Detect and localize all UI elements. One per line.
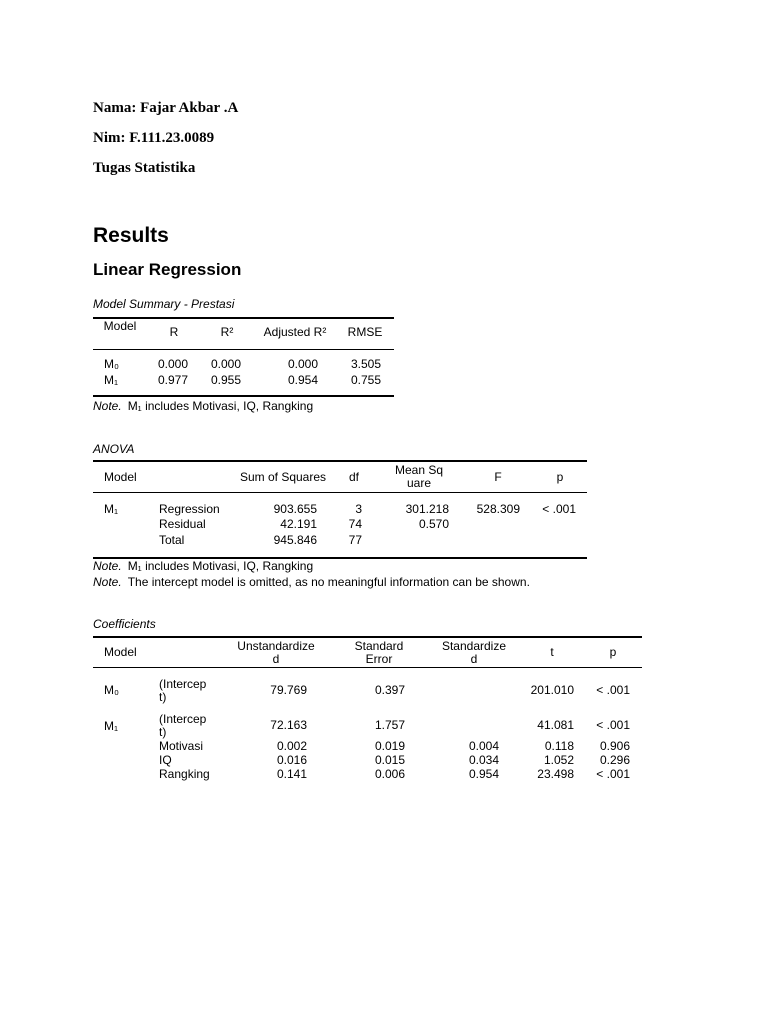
row-sum-of-squares: 42.191 bbox=[280, 517, 317, 531]
col-header-adjusted-r2: Adjusted R² bbox=[263, 325, 327, 339]
row-df: 74 bbox=[348, 517, 362, 531]
student-nim: Nim: F.111.23.0089 bbox=[93, 130, 215, 146]
row-df: 77 bbox=[348, 533, 362, 547]
col-header-df: df bbox=[348, 470, 359, 484]
row-sum-of-squares: 945.846 bbox=[273, 533, 317, 547]
row-r: 0.977 bbox=[157, 373, 188, 387]
row-mean-square: 301.218 bbox=[405, 502, 449, 516]
col-header-model: Model bbox=[103, 319, 137, 333]
row-p: < .001 bbox=[596, 767, 630, 781]
row-r: 0.000 bbox=[157, 357, 188, 371]
row-term: Total bbox=[159, 533, 185, 547]
row-term: Residual bbox=[159, 517, 206, 531]
table-top-rule bbox=[93, 317, 394, 319]
row-term: (Intercept) bbox=[159, 677, 207, 704]
col-header-f: F bbox=[494, 470, 502, 484]
note-label: Note. bbox=[93, 559, 122, 573]
row-term: Rangking bbox=[159, 767, 210, 781]
results-heading: Results bbox=[93, 224, 169, 247]
row-unstandardized: 0.002 bbox=[276, 739, 307, 753]
row-standardized: 0.034 bbox=[468, 753, 499, 767]
row-unstandardized: 79.769 bbox=[270, 683, 307, 697]
section-heading: Linear Regression bbox=[93, 260, 242, 279]
col-header-model: Model bbox=[104, 645, 137, 659]
row-rmse: 3.505 bbox=[350, 357, 381, 371]
anova-note-2 bbox=[93, 575, 530, 589]
header-rule bbox=[93, 492, 587, 493]
row-p: < .001 bbox=[596, 718, 630, 732]
table-top-rule bbox=[93, 460, 587, 462]
col-header-standardized: Standardized bbox=[441, 639, 507, 666]
row-f: 528.309 bbox=[476, 502, 520, 516]
row-t: 201.010 bbox=[530, 683, 574, 697]
header-rule bbox=[93, 667, 642, 668]
row-standard-error: 0.397 bbox=[374, 683, 405, 697]
row-model: M₀ bbox=[104, 357, 119, 371]
row-unstandardized: 0.016 bbox=[276, 753, 307, 767]
row-unstandardized: 72.163 bbox=[270, 718, 307, 732]
col-header-r: R bbox=[169, 325, 179, 339]
anova-model: M₁ bbox=[104, 502, 119, 516]
col-header-sum-of-squares: Sum of Squares bbox=[239, 470, 327, 484]
col-header-t: t bbox=[550, 645, 554, 659]
note-label: Note. bbox=[93, 399, 122, 413]
row-term: Regression bbox=[159, 502, 220, 516]
model-summary-caption: Model Summary - Prestasi bbox=[93, 297, 235, 311]
col-header-mean-square: Mean Square bbox=[394, 463, 444, 490]
row-t: 41.081 bbox=[537, 718, 574, 732]
row-t: 0.118 bbox=[544, 739, 574, 753]
row-standard-error: 0.015 bbox=[374, 753, 405, 767]
table-bottom-rule bbox=[93, 395, 394, 397]
row-adjusted-r2: 0.954 bbox=[287, 373, 318, 387]
coefficients-caption: Coefficients bbox=[93, 617, 156, 631]
row-model: M₀ bbox=[104, 683, 119, 697]
assignment-title: Tugas Statistika bbox=[93, 160, 196, 176]
row-model: M₁ bbox=[104, 373, 119, 387]
row-r2: 0.000 bbox=[210, 357, 241, 371]
row-p: < .001 bbox=[542, 502, 576, 516]
row-df: 3 bbox=[355, 502, 362, 516]
col-header-p: p bbox=[556, 470, 564, 484]
row-r2: 0.955 bbox=[210, 373, 241, 387]
row-standardized: 0.954 bbox=[468, 767, 499, 781]
col-header-rmse: RMSE bbox=[347, 325, 383, 339]
row-term: (Intercept) bbox=[159, 712, 207, 739]
model-summary-note bbox=[93, 399, 313, 413]
row-model: M₁ bbox=[104, 719, 119, 733]
note-label: Note. bbox=[93, 575, 122, 589]
note-text: The intercept model is omitted, as no meaningful information can be shown. bbox=[127, 575, 530, 589]
col-header-unstandardized: Unstandardized bbox=[237, 639, 315, 666]
row-standard-error: 1.757 bbox=[374, 718, 405, 732]
col-header-standard-error: Standard Error bbox=[354, 639, 404, 666]
table-top-rule bbox=[93, 636, 642, 638]
header-rule bbox=[93, 349, 394, 350]
row-rmse: 0.755 bbox=[350, 373, 381, 387]
row-standardized: 0.004 bbox=[468, 739, 499, 753]
row-mean-square: 0.570 bbox=[418, 517, 449, 531]
row-standard-error: 0.019 bbox=[374, 739, 405, 753]
row-standard-error: 0.006 bbox=[374, 767, 405, 781]
row-sum-of-squares: 903.655 bbox=[273, 502, 317, 516]
row-p: 0.906 bbox=[599, 739, 630, 753]
row-p: 0.296 bbox=[599, 753, 630, 767]
row-t: 23.498 bbox=[537, 767, 574, 781]
col-header-p: p bbox=[609, 645, 617, 659]
anova-caption: ANOVA bbox=[93, 442, 135, 456]
row-adjusted-r2: 0.000 bbox=[287, 357, 318, 371]
anova-note-1 bbox=[93, 559, 313, 573]
row-term: IQ bbox=[159, 753, 172, 767]
student-name: Nama: Fajar Akbar .A bbox=[93, 100, 239, 116]
row-p: < .001 bbox=[596, 683, 630, 697]
note-text: M₁ includes Motivasi, IQ, Rangking bbox=[127, 559, 314, 573]
row-term: Motivasi bbox=[159, 739, 204, 753]
row-t: 1.052 bbox=[543, 753, 574, 767]
col-header-r2: R² bbox=[220, 325, 234, 339]
col-header-model: Model bbox=[104, 470, 137, 484]
row-unstandardized: 0.141 bbox=[276, 767, 307, 781]
note-text: M₁ includes Motivasi, IQ, Rangking bbox=[127, 399, 314, 413]
